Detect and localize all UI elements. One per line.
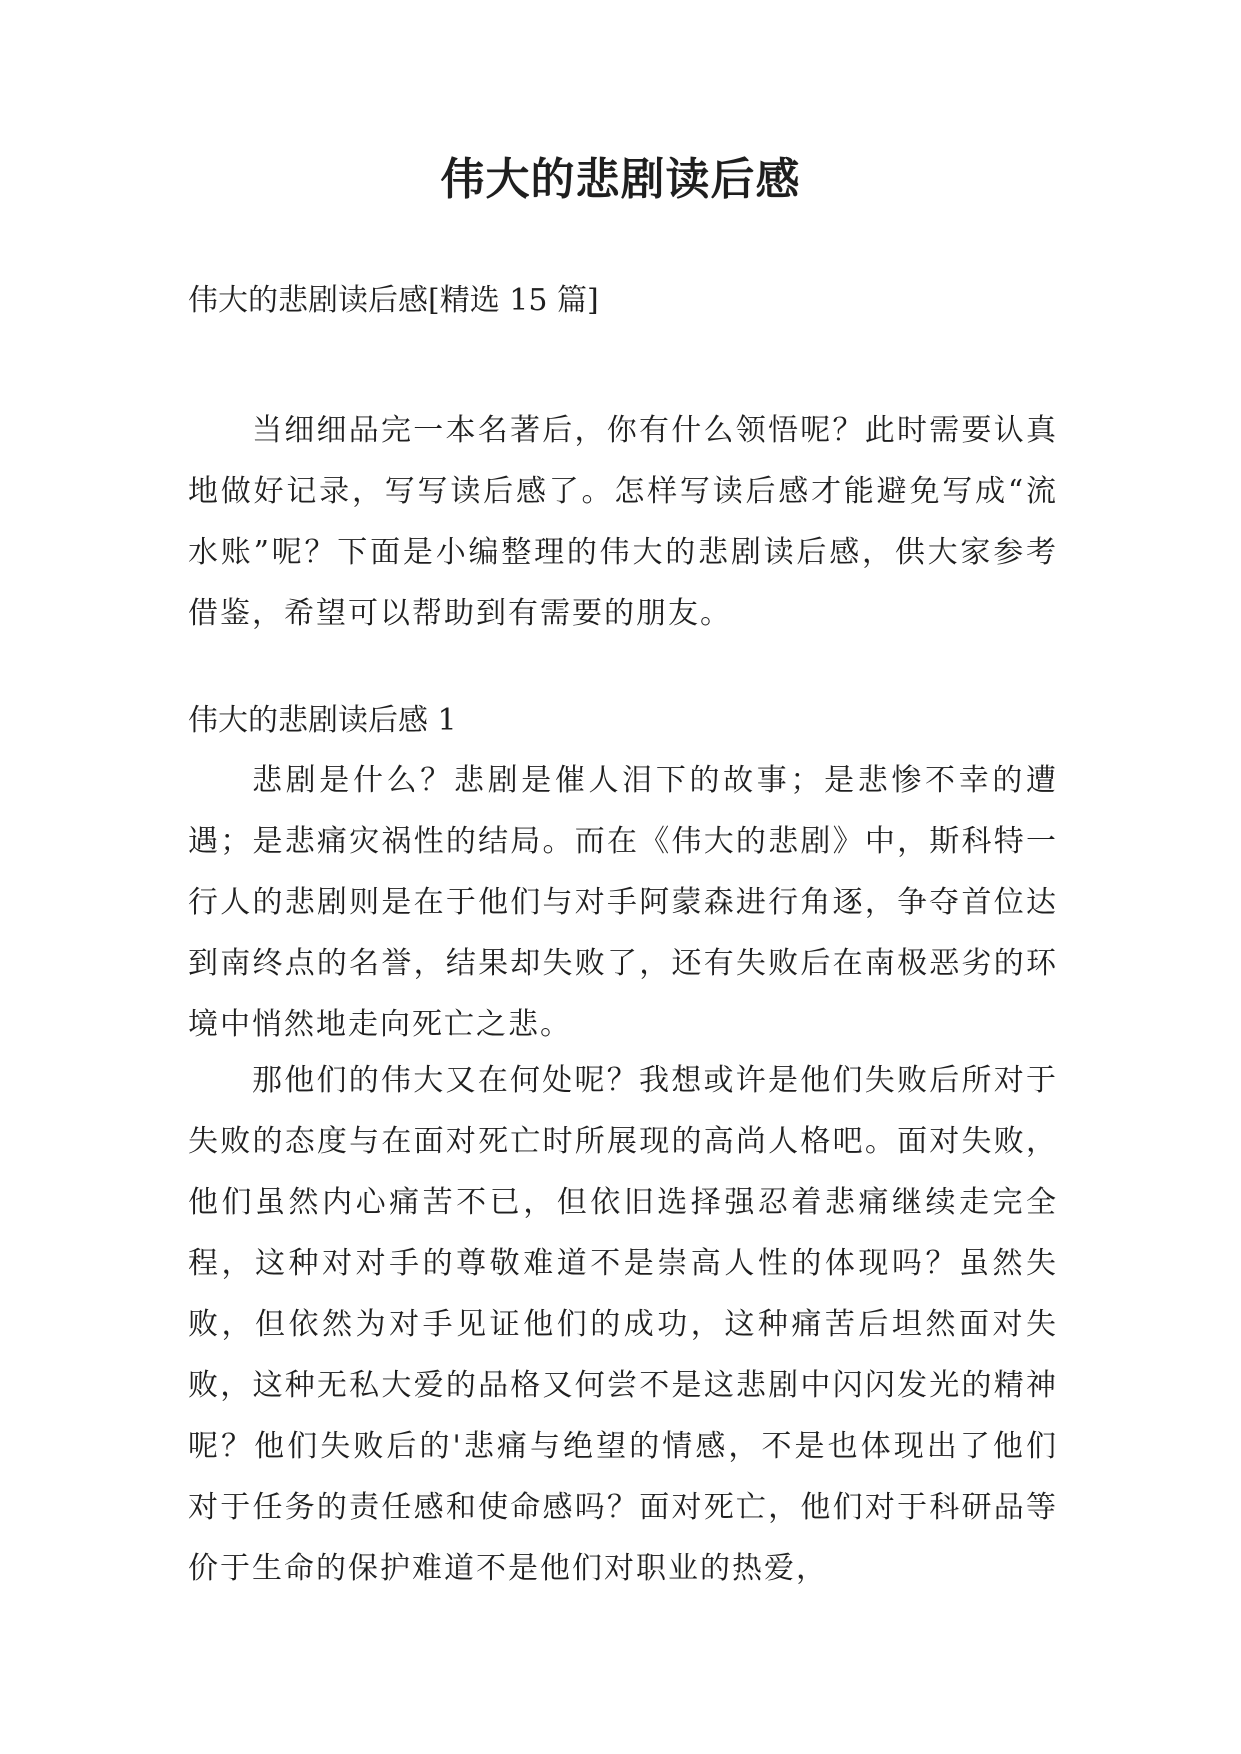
- document-title: 伟大的悲剧读后感: [440, 154, 801, 205]
- document-subtitle: 伟大的悲剧读后感[精选 15 篇]: [188, 283, 599, 318]
- intro-paragraph: 当细细品完一本名著后，你有什么领悟呢？此时需要认真地做好记录，写写读后感了。怎样写读后感才能避免写成“流水账”呢？下面是小编整理的伟大的悲剧读后感，供大家参考借鉴，希望可以帮助到有需要的朋友。: [188, 413, 1058, 631]
- body-paragraph-2: 那他们的伟大又在何处呢？我想或许是他们失败后所对于失败的态度与在面对死亡时所展现的高尚人格吧。面对失败，他们虽然内心痛苦不已，但依旧选择强忍着悲痛继续走完全程，这种对对手的尊敬难道不是崇高人性的体现吗？虽然失败，但依然为对手见证他们的成功，这种痛苦后坦然面对失败，这种无私大爱的品格又何尝不是这悲剧中闪闪发光的精神呢？他们失败后的'悲痛与绝望的情感，不是也体现出了他们对于任务的责任感和使命感吗？面对死亡，他们对于科研品等价于生命的保护难道不是他们对职业的热爱，: [188, 1063, 1058, 1586]
- body-paragraph-1: 悲剧是什么？悲剧是催人泪下的故事；是悲惨不幸的遭遇；是悲痛灾祸性的结局。而在《伟大的悲剧》中，斯科特一行人的悲剧则是在于他们与对手阿蒙森进行角逐，争夺首位达到南终点的名誉，结果却失败了，还有失败后在南极恶劣的环境中悄然地走向死亡之悲。: [188, 763, 1058, 1042]
- section-heading: 伟大的悲剧读后感 1: [188, 703, 457, 738]
